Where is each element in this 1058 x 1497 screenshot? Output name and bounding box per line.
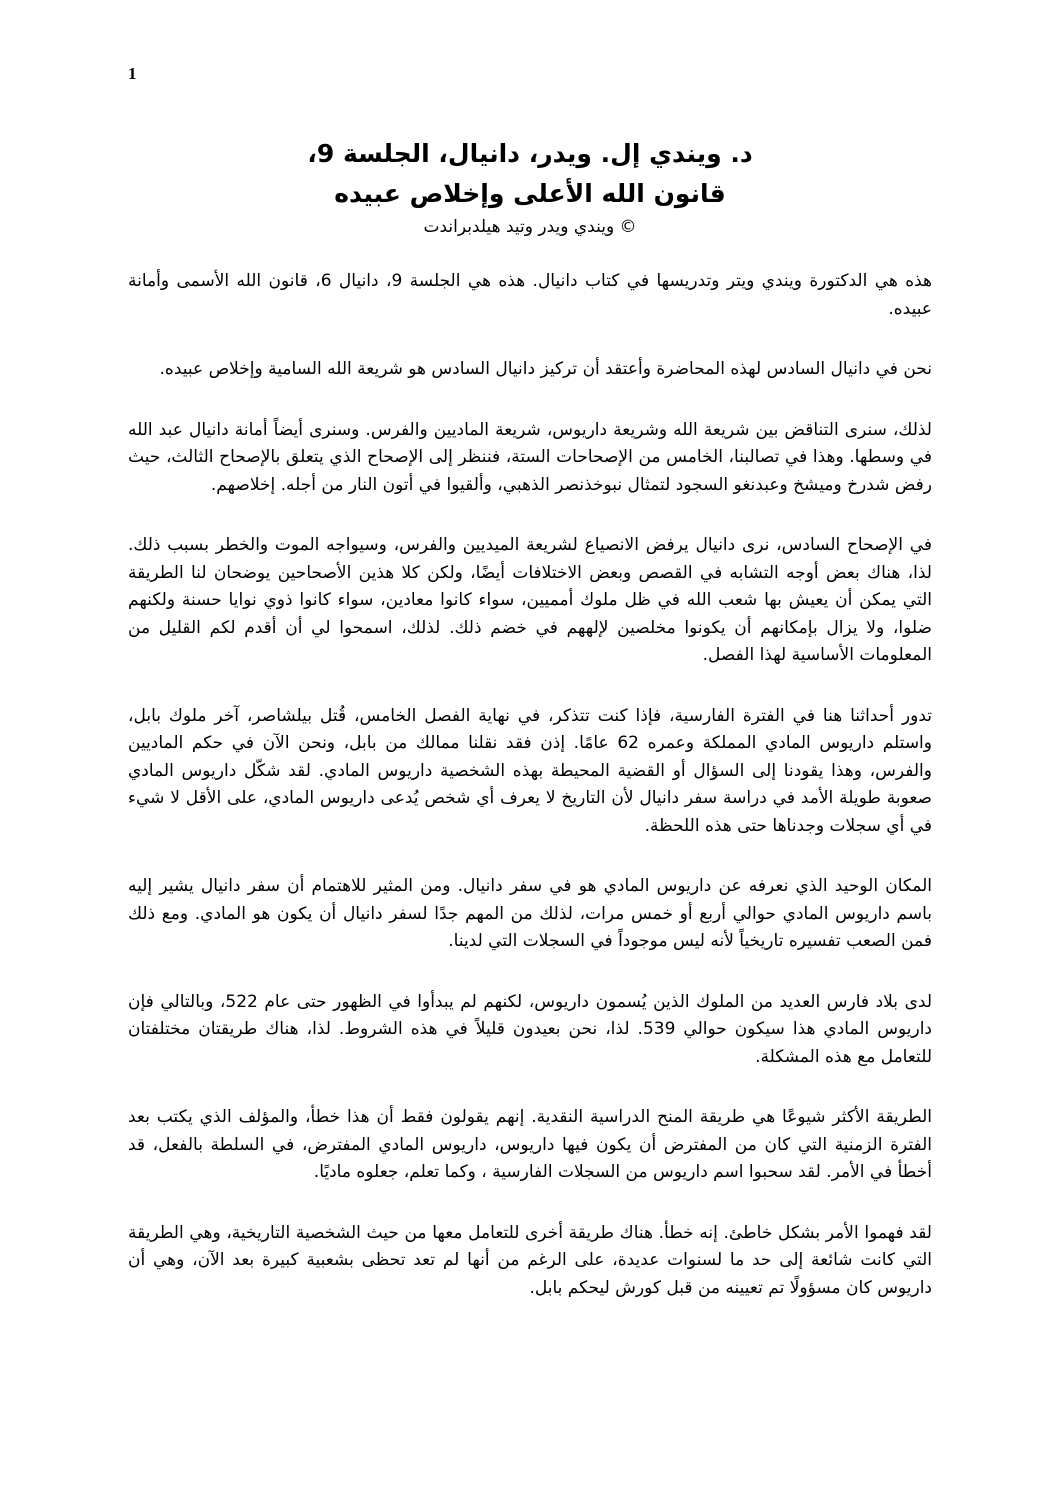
paragraph: تدور أحداثنا هنا في الفترة الفارسية، فإذا كنت تتذكر، في نهاية الفصل الخامس، قُتل بيلشاصر، آخر ملوك بابل، واستلم داريوس المادي المملكة وعمره 62 عامًا. إذن فقد نقلنا ممالك من بابل، ونحن الآن في حكم الماديين والفرس، وهذا يقودنا إلى السؤال أو القضية المحيطة بهذه الشخصية داريوس المادي. لقد شكّل داريوس المادي صعوبة طويلة الأمد في دراسة سفر دانيال لأن التاريخ لا يعرف أي شخص يُدعى داريوس المادي، على الأقل لا شيء في أي سجلات وجدناها حتى هذه اللحظة.	[128, 705, 932, 836]
paragraph: في الإصحاح السادس، نرى دانيال يرفض الانصياع لشريعة الميديين والفرس، وسيواجه الموت والخطر بسبب ذلك. لذا، هناك بعض أوجه التشابه في القصص وبعض الاختلافات أيضًا، ولكن كلا هذين الأصحاحين يوضحان لنا الطريقة التي يمكن أن يعيش بها شعب الله في ظل ملوك أمميين، سواء كانوا معادين، سواء كانوا ذوي نوايا حسنة ولكنهم ضلوا، ولا يزال بإمكانهم أن يكونوا مخلصين لإلههم في خضم ذلك. لذلك، اسمحوا لي أن أقدم لكم القليل من المعلومات الأساسية لهذا الفصل.	[128, 535, 932, 665]
document-title-line-2: قانون الله الأعلى وإخلاص عبيده	[334, 179, 726, 208]
paragraph: لذلك، سنرى التناقض بين شريعة الله وشريعة داريوس، شريعة الماديين والفرس. وسنرى أيضاً أمانة دانيال عبد الله في وسطها. وهذا في تصالبنا، الخامس من الإصحاحات الستة، فننظر إلى الإصحاح الذي يتعلق بالإصحاح الثالث، حيث رفض شدرخ وميشخ وعبدنغو السجود لتمثال نبوخذنصر الذهبي، وألقيوا في أتون النار من أجله. إخلاصهم.	[128, 419, 932, 495]
paragraph: نحن في دانيال السادس لهذه المحاضرة وأعتقد أن تركيز دانيال السادس هو شريعة الله السامية وإخلاص عبيده.	[159, 359, 932, 379]
document-header	[130, 134, 930, 240]
paragraph: لدى بلاد فارس العديد من الملوك الذين يُسمون داريوس، لكنهم لم يبدأوا في الظهور حتى عام 522، وبالتالي فإن داريوس المادي هذا سيكون حوالي 539. لذا، نحن بعيدون قليلاً في هذه الشروط. لذا، هناك طريقتان مختلفتان للتعامل مع هذه المشكلة.	[128, 991, 933, 1067]
paragraph: لقد فهموا الأمر بشكل خاطئ. إنه خطأ. هناك طريقة أخرى للتعامل معها من حيث الشخصية التاريخية، وهي الطريقة التي كانت شائعة إلى حد ما لسنوات عديدة، على الرغم من أنها لم تعد تحظى بشعبية كبيرة بعد الآن، وهي أن داريوس كان مسؤولًا تم تعيينه من قبل كورش ليحكم بابل.	[128, 1222, 932, 1298]
paragraph: المكان الوحيد الذي نعرفه عن داريوس المادي هو في سفر دانيال. ومن المثير للاهتمام أن سفر دانيال يشير إليه باسم داريوس المادي حوالي أربع أو خمس مرات، لذلك من المهم جدًا لسفر دانيال أن يكون هو المادي. ومع ذلك فمن الصعب تفسيره تاريخياً لأنه ليس موجوداً في السجلات التي لدينا.	[128, 876, 932, 951]
page-number: 1	[128, 64, 137, 83]
copyright-notice: © ويندي ويدر وتيد هيلدبراندت	[423, 217, 637, 237]
document-title-line-1: د. ويندي إل. ويدر، دانيال، الجلسة 9،	[307, 139, 753, 168]
document-body	[128, 268, 932, 1335]
paragraph: الطريقة الأكثر شيوعًا هي طريقة المنح الدراسية النقدية. إنهم يقولون فقط أن هذا خطأ، والمؤلف الذي يكتب بعد الفترة الزمنية التي كان من المفترض أن يكون فيها داريوس، داريوس المادي المفترض، في السلطة بالفعل، قد أخطأ في الأمر. لقد سحبوا اسم داريوس من السجلات الفارسية ، وكما تعلم، جعلوه ماديًا.	[128, 1107, 932, 1182]
paragraph: هذه هي الدكتورة ويندي ويتر وتدريسها في كتاب دانيال. هذه هي الجلسة 9، دانيال 6، قانون الله الأسمى وأمانة عبيده.	[128, 271, 933, 319]
